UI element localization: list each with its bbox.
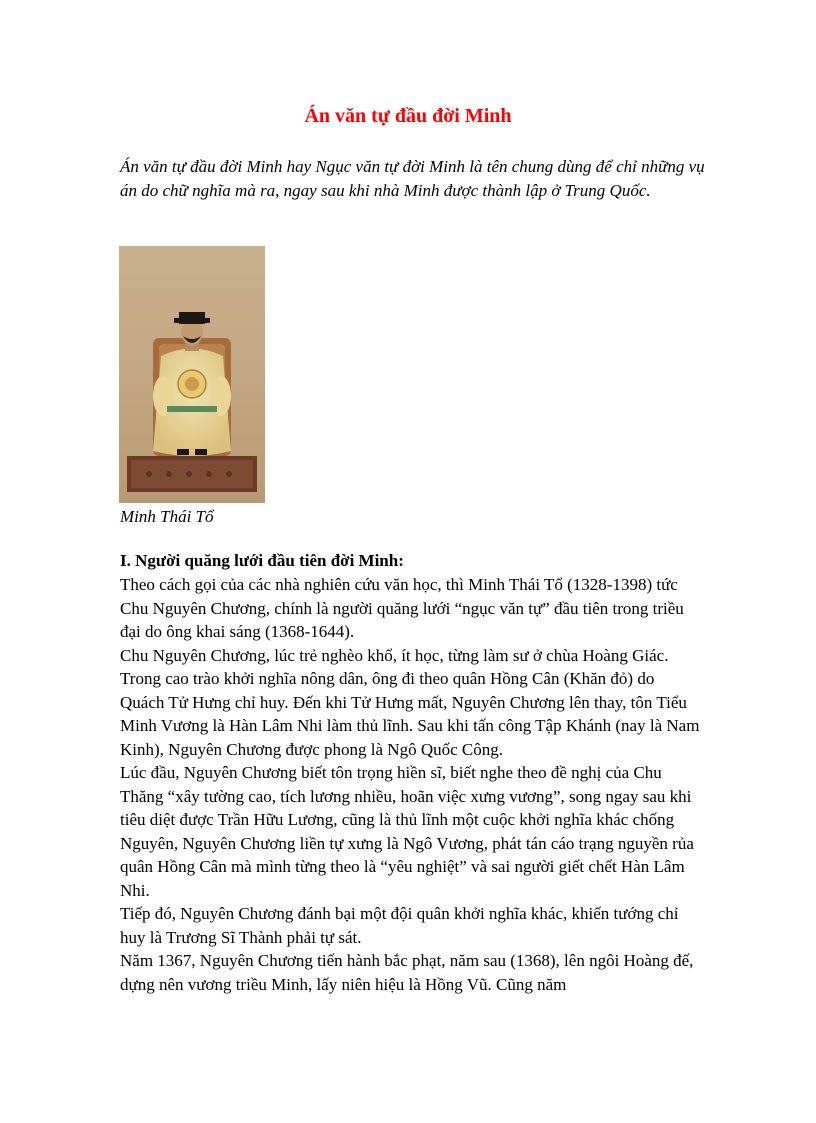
document-title: Án văn tự đầu đời Minh <box>304 105 512 127</box>
section-heading: I. Người quăng lưới đầu tiên đời Minh: <box>120 551 404 570</box>
paragraph: Năm 1367, Nguyên Chương tiến hành bắc phạt, năm sau (1368), lên ngôi Hoàng đế, dựng nên vương triều Minh, lấy niên hiệu là Hồng Vũ. Cũng năm <box>120 951 694 994</box>
paragraph: Lúc đầu, Nguyên Chương biết tôn trọng hiền sĩ, biết nghe theo đề nghị của Chu Thăng “xây tường cao, tích lương nhiều, hoãn việc xưng vương”, song ngay sau khi tiêu diệt được Trần Hữu Lương, cũng là thủ lĩnh một cuộc khởi nghĩa khác chống Nguyên, Nguyên Chương liền tự xưng là Ngô Vương, phát tán cáo trạng nguyền rủa quân Hồng Cân mà mình từng theo là “yêu nghiệt” và sai người giết chết Hàn Lâm Nhi. <box>120 763 694 900</box>
paragraph: Tiếp đó, Nguyên Chương đánh bại một đội quân khởi nghĩa khác, khiến tướng chỉ huy là Trương Sĩ Thành phải tự sát. <box>120 904 679 947</box>
paragraph: Theo cách gọi của các nhà nghiên cứu văn học, thì Minh Thái Tổ (1328-1398) tức Chu Nguyên Chương, chính là người quăng lưới “ngục văn tự” đầu tiên trong triều đại do ông khai sáng (1368-1644). <box>120 575 684 641</box>
intro-paragraph: Án văn tự đầu đời Minh hay Ngục văn tự đời Minh là tên chung dùng để chỉ những vụ án do chữ nghĩa mà ra, ngay sau khi nhà Minh được thành lập ở Trung Quốc. <box>120 157 705 200</box>
paragraph: Chu Nguyên Chương, lúc trẻ nghèo khổ, ít học, từng làm sư ở chùa Hoàng Giác. Trong cao trào khởi nghĩa nông dân, ông đi theo quân Hồng Cân (Khăn đỏ) do Quách Tử Hưng chỉ huy. Đến khi Tử Hưng mất, Nguyên Chương lên thay, tôn Tiểu Minh Vương là Hàn Lâm Nhi làm thủ lĩnh. Sau khi tấn công Tập Khánh (nay là Nam Kinh), Nguyên Chương được phong là Ngô Quốc Công. <box>120 645 700 759</box>
portrait-image <box>119 246 265 503</box>
body-text <box>120 573 700 996</box>
image-caption: Minh Thái Tổ <box>120 507 214 526</box>
